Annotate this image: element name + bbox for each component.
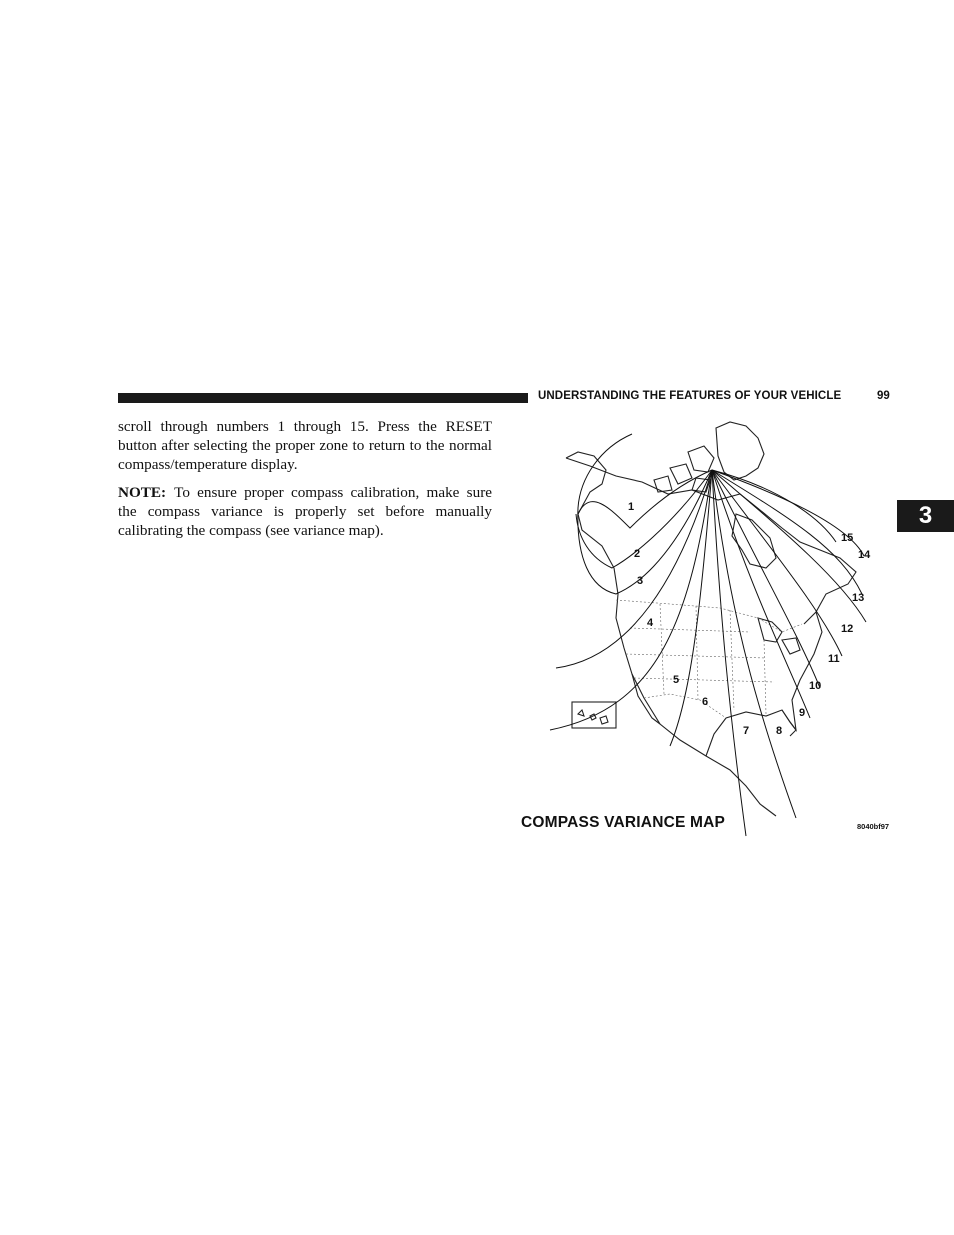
- isogonic-line-11: [712, 470, 842, 656]
- zone-label-6: 6: [702, 696, 709, 708]
- isogonic-line-10: [712, 470, 820, 688]
- body-text: [118, 417, 492, 549]
- us-canada-border: [616, 600, 802, 632]
- paragraph-scroll-instructions: scroll through numbers 1 through 15. Press the RESET button after selecting the proper zone to return to the normal compass/temperature display.: [118, 418, 492, 473]
- note-text: To ensure proper compass calibration, make sure the compass variance is properly set before manually calibrating the compass (see variance map).: [118, 484, 492, 539]
- hawaii-islands: [578, 710, 608, 724]
- zone-label-5: 5: [673, 674, 680, 686]
- zone-label-3: 3: [637, 575, 644, 587]
- figure-code: 8040bf97: [857, 822, 890, 831]
- note-label: NOTE:: [118, 484, 167, 501]
- zone-label-10: 10: [809, 680, 822, 692]
- isogonic-line-1: [578, 470, 712, 528]
- header-rule: [118, 393, 528, 403]
- section-title: UNDERSTANDING THE FEATURES OF YOUR VEHICLE: [538, 390, 842, 402]
- zone-label-13: 13: [852, 592, 865, 604]
- isogonic-line-15: [712, 470, 836, 542]
- compass-variance-map: [520, 418, 900, 840]
- zone-label-1: 1: [628, 501, 635, 513]
- isogonic-line-12: [712, 470, 866, 622]
- page-number: 99: [877, 390, 890, 402]
- map-caption: COMPASS VARIANCE MAP: [521, 814, 726, 831]
- zone-label-15: 15: [841, 532, 854, 544]
- zone-label-14: 14: [858, 549, 871, 561]
- greenland-outline: [716, 422, 764, 480]
- zone-label-4: 4: [647, 617, 654, 629]
- zone-label-9: 9: [799, 707, 806, 719]
- west-coast-outline: [614, 568, 776, 816]
- zone-label-11: 11: [828, 653, 840, 665]
- zone-label-12: 12: [841, 623, 854, 635]
- isogonic-line-2: [576, 470, 712, 568]
- zone-label-2: 2: [634, 548, 641, 560]
- chapter-tab: 3: [897, 500, 954, 532]
- note-paragraph: [118, 483, 492, 540]
- zone-label-8: 8: [776, 725, 783, 737]
- zone-label-7: 7: [743, 725, 750, 737]
